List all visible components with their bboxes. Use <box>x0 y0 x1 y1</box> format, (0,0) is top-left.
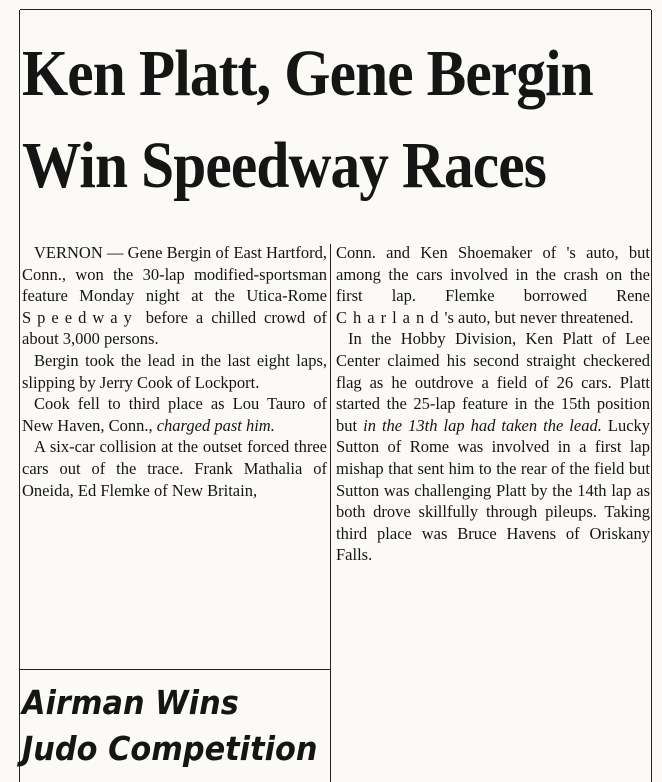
cropped-previous-line <box>0 0 662 6</box>
next-article-headline <box>22 680 318 772</box>
right-column-rule <box>651 10 652 782</box>
center-column-rule <box>330 244 331 782</box>
spaced-word: Charland <box>336 307 445 327</box>
paragraph-1: Conn. and Ken Shoemaker of 's auto, but among the cars involved in the crash on the first lap. Flemke borrowed Rene Charland's auto, but never threatened. <box>336 243 650 327</box>
paragraph-4: A six-car collision at the outset forced three cars out of the trace. Frank Mathalia of Oneida, Ed Flemke of New Britain, <box>22 437 327 500</box>
paragraph-2: In the Hobby Division, Ken Platt of Lee Center claimed his second straight checkered flag as he outdrove a field of 26 cars. Platt started the 25-lap feature in the 15th position but in the 13th lap had taken the lead. Lucky Sutton of Rome was involved in a first lap mishap that sent him to the rear of the field but Sutton was challenging Platt by the 14th lap as both drove skillfully through pileups. Taking third place was Bruce Havens of Oriskany Falls. <box>336 329 651 565</box>
italic-phrase: in the 13th lap had taken the lead. <box>363 415 602 435</box>
subhead-line-2: Judo Competition <box>22 729 318 768</box>
subhead-line-1: Airman Wins <box>22 683 239 722</box>
italic-phrase: charged past him. <box>156 415 275 435</box>
article-column-1 <box>22 242 327 501</box>
paragraph-3: Cook fell to third place as Lou Tauro of New Haven, Conn., charged past him. <box>22 394 327 435</box>
main-headline <box>22 28 593 212</box>
spaced-word: Speedway <box>22 307 138 327</box>
paragraph-2: Bergin took the lead in the last eight laps, slipping by Jerry Cook of Lockport. <box>22 350 327 392</box>
paragraph-1: VERNON — Gene Bergin of East Hartford, Conn., won the 30-lap modified-sportsman feature Monday night at the Utica-Rome Speedway before a chilled crowd of about 3,000 persons. <box>22 243 327 349</box>
headline-line-1: Ken Platt, Gene Bergin <box>22 37 593 110</box>
section-divider <box>20 669 330 670</box>
top-rule <box>20 9 651 10</box>
left-column-rule <box>19 10 20 782</box>
article-column-2 <box>336 242 650 566</box>
headline-line-2: Win Speedway Races <box>22 129 546 202</box>
